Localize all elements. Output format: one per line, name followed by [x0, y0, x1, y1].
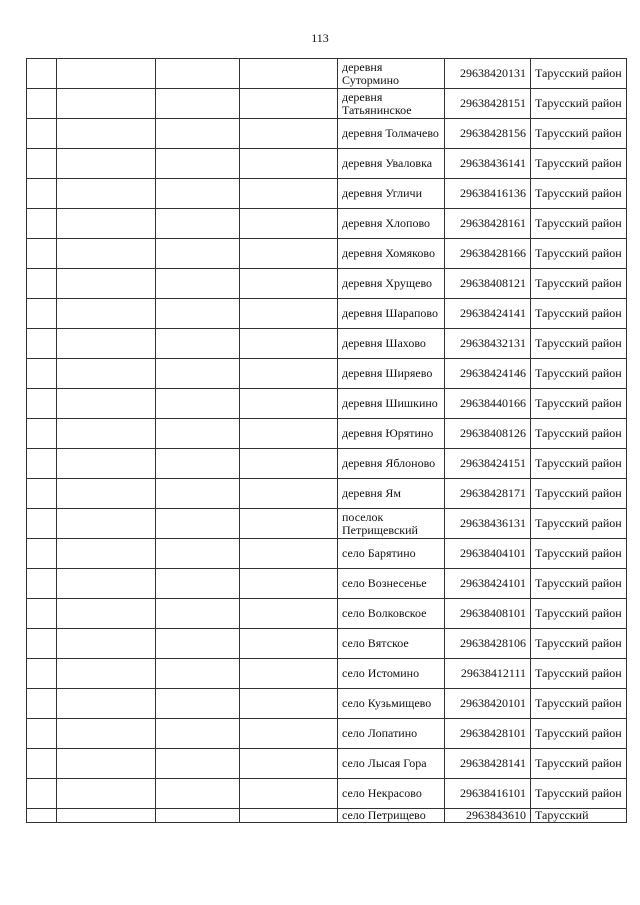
oktmo-code-cell: 29638424101: [445, 569, 531, 599]
empty-cell: [57, 719, 156, 749]
empty-cell: [240, 809, 338, 823]
empty-cell: [27, 269, 57, 299]
empty-cell: [240, 629, 338, 659]
settlements-table: [26, 58, 627, 823]
empty-cell: [240, 539, 338, 569]
settlement-name-cell: деревня Сутормино: [338, 59, 445, 89]
oktmo-code-cell: 29638412111: [445, 659, 531, 689]
settlement-name-cell: село Вознесенье: [338, 569, 445, 599]
settlement-name-cell: село Истомино: [338, 659, 445, 689]
empty-cell: [57, 779, 156, 809]
settlement-name-cell: деревня Татьянинское: [338, 89, 445, 119]
empty-cell: [27, 719, 57, 749]
empty-cell: [240, 659, 338, 689]
empty-cell: [156, 779, 240, 809]
empty-cell: [27, 599, 57, 629]
table-row: [27, 599, 627, 629]
empty-cell: [27, 479, 57, 509]
settlement-name-cell: деревня Ям: [338, 479, 445, 509]
table-row: [27, 509, 627, 539]
empty-cell: [240, 779, 338, 809]
empty-cell: [240, 719, 338, 749]
empty-cell: [27, 419, 57, 449]
settlement-name-cell: деревня Уваловка: [338, 149, 445, 179]
empty-cell: [57, 389, 156, 419]
empty-cell: [240, 509, 338, 539]
district-cell: Тарусский район: [531, 719, 627, 749]
table-row: [27, 479, 627, 509]
empty-cell: [57, 239, 156, 269]
empty-cell: [57, 359, 156, 389]
empty-cell: [27, 239, 57, 269]
district-cell: Тарусский район: [531, 269, 627, 299]
empty-cell: [57, 569, 156, 599]
district-cell: Тарусский район: [531, 539, 627, 569]
oktmo-code-cell: 29638436131: [445, 509, 531, 539]
empty-cell: [57, 599, 156, 629]
table-row: [27, 149, 627, 179]
empty-cell: [156, 299, 240, 329]
oktmo-code-cell: 29638428161: [445, 209, 531, 239]
district-cell: Тарусский район: [531, 389, 627, 419]
oktmo-code-cell: 29638424146: [445, 359, 531, 389]
empty-cell: [156, 89, 240, 119]
settlement-name-cell: деревня Шарапово: [338, 299, 445, 329]
settlement-name-cell: деревня Хрущево: [338, 269, 445, 299]
district-cell: Тарусский район: [531, 149, 627, 179]
empty-cell: [27, 539, 57, 569]
table-row: [27, 749, 627, 779]
empty-cell: [27, 749, 57, 779]
empty-cell: [27, 119, 57, 149]
table-row: [27, 629, 627, 659]
empty-cell: [27, 389, 57, 419]
empty-cell: [57, 209, 156, 239]
oktmo-code-cell: 29638404101: [445, 539, 531, 569]
table-row: [27, 539, 627, 569]
empty-cell: [27, 659, 57, 689]
empty-cell: [240, 269, 338, 299]
district-cell: Тарусский район: [531, 209, 627, 239]
empty-cell: [156, 599, 240, 629]
district-cell: Тарусский район: [531, 779, 627, 809]
table-row: [27, 119, 627, 149]
oktmo-code-cell: 29638408126: [445, 419, 531, 449]
district-cell: Тарусский район: [531, 569, 627, 599]
district-cell: Тарусский район: [531, 179, 627, 209]
settlement-name-cell: село Лопатино: [338, 719, 445, 749]
empty-cell: [27, 89, 57, 119]
empty-cell: [156, 689, 240, 719]
empty-cell: [57, 689, 156, 719]
oktmo-code-cell: 29638432131: [445, 329, 531, 359]
oktmo-code-cell: 29638428151: [445, 89, 531, 119]
empty-cell: [27, 449, 57, 479]
empty-cell: [27, 809, 57, 823]
settlement-name-cell: деревня Шишкино: [338, 389, 445, 419]
empty-cell: [240, 119, 338, 149]
settlement-name-cell: деревня Угличи: [338, 179, 445, 209]
empty-cell: [57, 59, 156, 89]
settlement-name-cell: село Кузьмищево: [338, 689, 445, 719]
empty-cell: [57, 479, 156, 509]
page-number: 113: [311, 31, 329, 45]
empty-cell: [240, 239, 338, 269]
settlement-name-cell: деревня Шахово: [338, 329, 445, 359]
empty-cell: [27, 629, 57, 659]
settlement-name-cell: село Лысая Гора: [338, 749, 445, 779]
table-row: [27, 419, 627, 449]
empty-cell: [240, 59, 338, 89]
settlement-name-cell: село Петрищево: [338, 809, 445, 823]
empty-cell: [156, 809, 240, 823]
empty-cell: [156, 209, 240, 239]
oktmo-code-cell: 29638416136: [445, 179, 531, 209]
empty-cell: [57, 419, 156, 449]
empty-cell: [27, 779, 57, 809]
oktmo-code-cell: 29638428101: [445, 719, 531, 749]
empty-cell: [57, 149, 156, 179]
settlement-name-cell: село Некрасово: [338, 779, 445, 809]
empty-cell: [240, 209, 338, 239]
empty-cell: [156, 629, 240, 659]
settlement-name-cell: село Барятино: [338, 539, 445, 569]
table-row: [27, 179, 627, 209]
oktmo-code-cell: 29638420101: [445, 689, 531, 719]
empty-cell: [156, 749, 240, 779]
empty-cell: [57, 539, 156, 569]
empty-cell: [156, 569, 240, 599]
district-cell: Тарусский район: [531, 329, 627, 359]
district-cell: Тарусский район: [531, 629, 627, 659]
empty-cell: [57, 179, 156, 209]
empty-cell: [156, 359, 240, 389]
empty-cell: [240, 689, 338, 719]
empty-cell: [27, 509, 57, 539]
table-row: [27, 659, 627, 689]
oktmo-code-cell: 29638428156: [445, 119, 531, 149]
empty-cell: [57, 629, 156, 659]
district-cell: Тарусский район: [531, 659, 627, 689]
table-row: [27, 719, 627, 749]
table-row: [27, 329, 627, 359]
oktmo-code-cell: 29638428166: [445, 239, 531, 269]
settlement-name-cell: деревня Хомяково: [338, 239, 445, 269]
empty-cell: [57, 329, 156, 359]
oktmo-code-cell: 2963843610: [445, 809, 531, 823]
settlement-name-cell: деревня Ширяево: [338, 359, 445, 389]
district-cell: Тарусский район: [531, 299, 627, 329]
district-cell: Тарусский район: [531, 509, 627, 539]
oktmo-code-cell: 29638424151: [445, 449, 531, 479]
empty-cell: [240, 599, 338, 629]
empty-cell: [57, 749, 156, 779]
district-cell: Тарусский район: [531, 749, 627, 779]
empty-cell: [57, 509, 156, 539]
empty-cell: [27, 359, 57, 389]
empty-cell: [240, 479, 338, 509]
settlement-name-cell: село Волковское: [338, 599, 445, 629]
district-cell: Тарусский район: [531, 599, 627, 629]
oktmo-code-cell: 29638436141: [445, 149, 531, 179]
empty-cell: [156, 119, 240, 149]
empty-cell: [57, 119, 156, 149]
table-body: [27, 59, 627, 823]
empty-cell: [156, 479, 240, 509]
settlement-name-cell: поселок Петрищевский: [338, 509, 445, 539]
table-row: [27, 239, 627, 269]
table-row: [27, 809, 627, 823]
empty-cell: [27, 689, 57, 719]
empty-cell: [57, 659, 156, 689]
empty-cell: [240, 149, 338, 179]
settlement-name-cell: деревня Хлопово: [338, 209, 445, 239]
table-row: [27, 59, 627, 89]
district-cell: Тарусский район: [531, 449, 627, 479]
empty-cell: [156, 509, 240, 539]
empty-cell: [240, 359, 338, 389]
oktmo-code-cell: 29638408101: [445, 599, 531, 629]
district-cell: Тарусский район: [531, 479, 627, 509]
empty-cell: [156, 659, 240, 689]
empty-cell: [240, 569, 338, 599]
table-row: [27, 359, 627, 389]
empty-cell: [57, 809, 156, 823]
table-row: [27, 269, 627, 299]
empty-cell: [27, 569, 57, 599]
table-row: [27, 389, 627, 419]
empty-cell: [27, 209, 57, 239]
empty-cell: [27, 329, 57, 359]
empty-cell: [156, 539, 240, 569]
settlement-name-cell: село Вятское: [338, 629, 445, 659]
table-row: [27, 299, 627, 329]
settlement-name-cell: деревня Яблоново: [338, 449, 445, 479]
settlement-name-cell: деревня Юрятино: [338, 419, 445, 449]
oktmo-code-cell: 29638428141: [445, 749, 531, 779]
empty-cell: [240, 179, 338, 209]
empty-cell: [27, 149, 57, 179]
empty-cell: [156, 179, 240, 209]
oktmo-code-cell: 29638408121: [445, 269, 531, 299]
district-cell: Тарусский район: [531, 419, 627, 449]
empty-cell: [156, 59, 240, 89]
district-cell: Тарусский район: [531, 239, 627, 269]
empty-cell: [240, 89, 338, 119]
district-cell: Тарусский район: [531, 89, 627, 119]
empty-cell: [156, 329, 240, 359]
empty-cell: [156, 389, 240, 419]
table-row: [27, 209, 627, 239]
empty-cell: [240, 299, 338, 329]
oktmo-code-cell: 29638440166: [445, 389, 531, 419]
oktmo-code-cell: 29638416101: [445, 779, 531, 809]
district-cell: Тарусский район: [531, 359, 627, 389]
empty-cell: [156, 149, 240, 179]
empty-cell: [156, 269, 240, 299]
empty-cell: [240, 749, 338, 779]
empty-cell: [156, 419, 240, 449]
empty-cell: [57, 299, 156, 329]
table-row: [27, 689, 627, 719]
table-row: [27, 89, 627, 119]
empty-cell: [240, 449, 338, 479]
district-cell: Тарусский район: [531, 59, 627, 89]
empty-cell: [27, 179, 57, 209]
empty-cell: [57, 449, 156, 479]
empty-cell: [57, 269, 156, 299]
settlement-name-cell: деревня Толмачево: [338, 119, 445, 149]
table-row: [27, 569, 627, 599]
oktmo-code-cell: 29638424141: [445, 299, 531, 329]
empty-cell: [27, 59, 57, 89]
empty-cell: [156, 239, 240, 269]
oktmo-code-cell: 29638428171: [445, 479, 531, 509]
empty-cell: [27, 299, 57, 329]
empty-cell: [240, 329, 338, 359]
district-cell: Тарусский: [531, 809, 627, 823]
empty-cell: [57, 89, 156, 119]
oktmo-code-cell: 29638420131: [445, 59, 531, 89]
district-cell: Тарусский район: [531, 689, 627, 719]
empty-cell: [156, 449, 240, 479]
district-cell: Тарусский район: [531, 119, 627, 149]
oktmo-code-cell: 29638428106: [445, 629, 531, 659]
empty-cell: [156, 719, 240, 749]
table-row: [27, 449, 627, 479]
table-row: [27, 779, 627, 809]
empty-cell: [240, 419, 338, 449]
empty-cell: [240, 389, 338, 419]
